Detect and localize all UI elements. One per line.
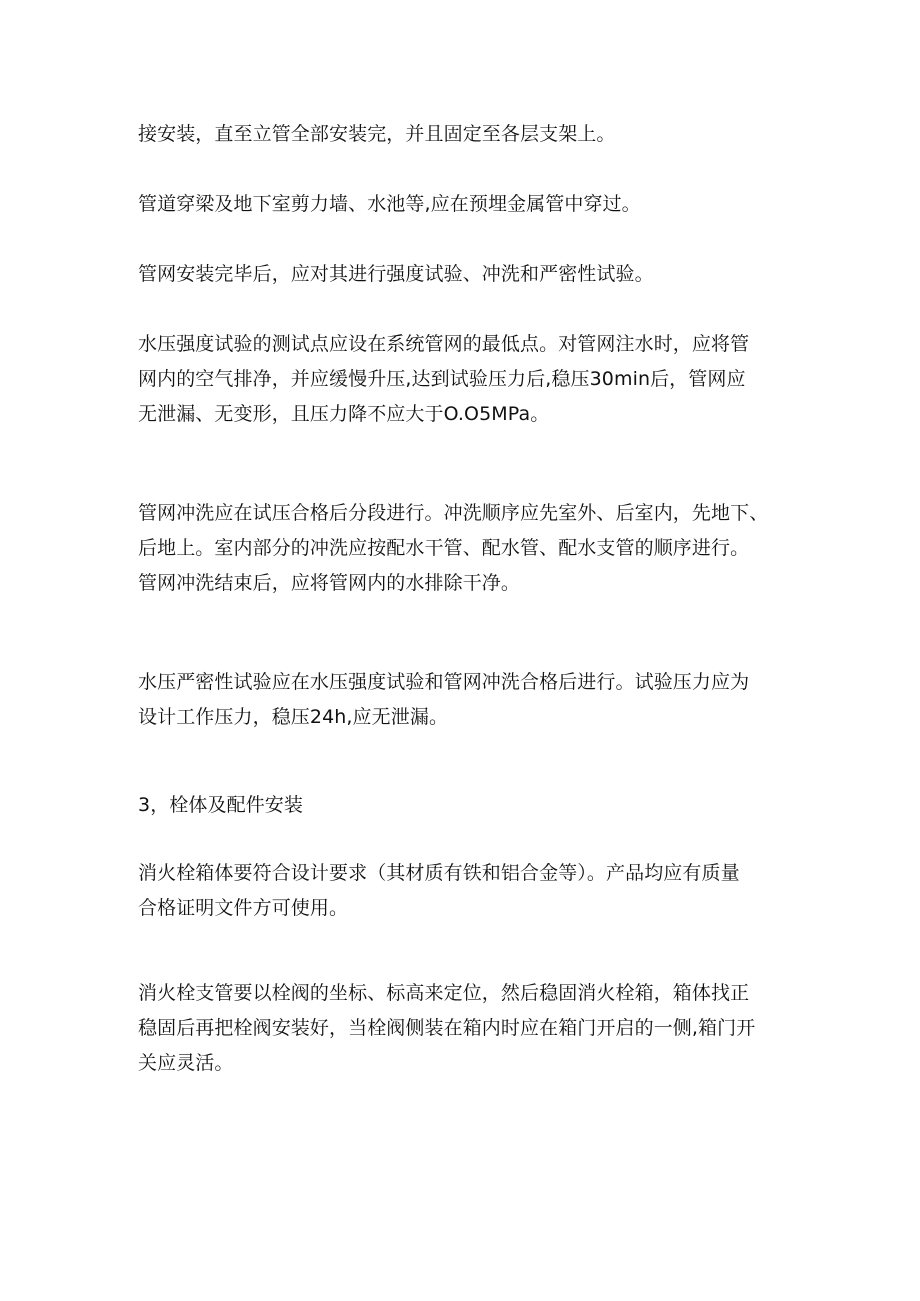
paragraph-network-tests [138, 257, 798, 292]
text-line: 消火栓支管要以栓阀的坐标、标高来定位，然后稳固消火栓箱，箱体找正 [138, 982, 750, 1004]
paragraph-riser-installation [138, 117, 798, 152]
text-line: 水压强度试验的测试点应设在系统管网的最低点。对管网注水时，应将管 [138, 333, 750, 355]
text-line: 接安装，直至立管全部安装完，并且固定至各层支架上。 [138, 123, 616, 145]
paragraph-hydrant-installation [138, 976, 798, 1081]
text-line: 关应灵活。 [138, 1052, 234, 1074]
text-line: 管道穿梁及地下室剪力墙、水池等,应在预埋金属管中穿过。 [138, 193, 641, 215]
paragraph-flushing [138, 496, 798, 601]
text-line: 3，栓体及配件安装 [138, 794, 303, 816]
text-line: 水压严密性试验应在水压强度试验和管网冲洗合格后进行。试验压力应为 [138, 671, 750, 693]
text-line: 管网冲洗结束后，应将管网内的水排除干净。 [138, 572, 521, 594]
text-line: 管网安装完毕后，应对其进行强度试验、冲洗和严密性试验。 [138, 263, 654, 285]
text-line: 网内的空气排净，并应缓慢升压,达到试验压力后,稳压30min后，管网应 [138, 368, 746, 390]
text-line: 设计工作压力，稳压24h,应无泄漏。 [138, 706, 449, 728]
text-line: 无泄漏、无变形，且压力降不应大于O.O5MPa。 [138, 403, 550, 425]
text-line: 消火栓箱体要符合设计要求（其材质有铁和铝合金等）。产品均应有质量 [138, 862, 740, 884]
text-line: 稳固后再把栓阀安装好，当栓阀侧装在箱内时应在箱门开启的一侧,箱门开 [138, 1017, 756, 1039]
section-heading [138, 788, 798, 823]
paragraph-pipe-sleeve [138, 187, 798, 222]
text-line: 合格证明文件方可使用。 [138, 897, 349, 919]
paragraph-tightness-test [138, 665, 798, 735]
text-line: 后地上。室内部分的冲洗应按配水干管、配水管、配水支管的顺序进行。 [138, 537, 750, 559]
text-line: 管网冲洗应在试压合格后分段进行。冲洗顺序应先室外、后室内，先地下、 [138, 502, 769, 524]
paragraph-strength-test [138, 327, 798, 432]
paragraph-cabinet-requirements [138, 856, 798, 926]
